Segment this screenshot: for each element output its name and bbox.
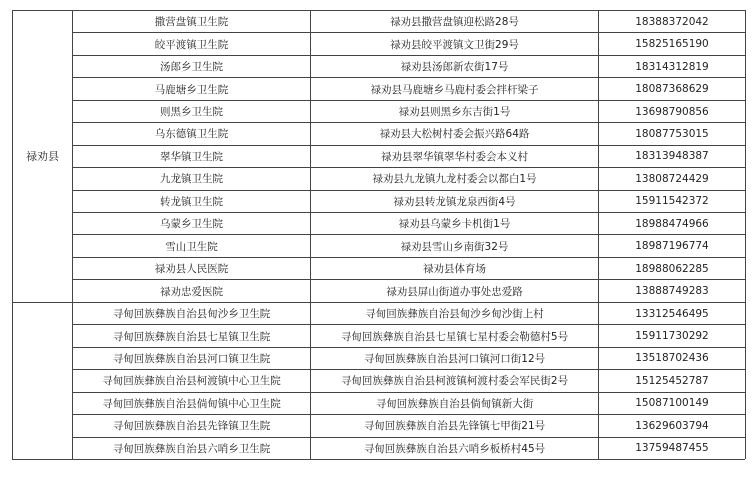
table-cell-name: 乌蒙乡卫生院 [160,218,223,231]
table-cell-address: 寻甸回族彝族自治县河口镇河口街12号 [363,352,546,365]
table-cell-name: 汤郎乡卫生院 [160,61,223,74]
table-cell-phone: 13629603794 [635,419,709,432]
table-cell-address: 禄劝县皎平渡镇文卫街29号 [390,38,519,51]
table-cell-name: 九龙镇卫生院 [160,173,223,186]
table-cell-name: 寻甸回族彝族自治县七星镇卫生院 [112,330,271,343]
table-cell-address: 禄劝县体育场 [423,263,486,276]
table-cell-phone: 15125452787 [635,374,709,387]
table-cell-name: 翠华镇卫生院 [160,150,223,163]
table-cell-phone: 15825165190 [635,38,709,51]
table-cell-address: 禄劝县汤郎新农街17号 [400,61,509,74]
table-cell-address: 禄劝县翠华镇翠华村委会本义村 [381,150,528,163]
table-cell-address: 寻甸回族彝族自治县柯渡镇柯渡村委会军民街2号 [340,375,569,388]
county-cell: 禄劝县 [26,150,59,164]
table-cell-name: 禄劝忠爱医院 [160,285,223,298]
table-cell-address: 禄劝县马鹿塘乡马鹿村委会拌杆梁子 [370,83,539,96]
table-cell-phone: 15087100149 [635,397,709,410]
table-cell-phone: 18313948387 [635,150,709,163]
column-rule [72,10,73,459]
table-cell-phone: 18988474966 [635,217,709,230]
column-rule [598,10,599,459]
table-cell-address: 禄劝县则黑乡东吉街1号 [398,106,511,119]
table-cell-name: 则黑乡卫生院 [160,106,223,119]
table-cell-address: 禄劝县雪山乡南街32号 [400,240,509,253]
table-cell-phone: 13808724429 [635,172,709,185]
table-cell-address: 禄劝县转龙镇龙泉西街4号 [393,195,516,208]
table-cell-phone: 18087368629 [635,83,709,96]
table-cell-name: 撒营盘镇卫生院 [154,16,229,29]
table-cell-phone: 13312546495 [635,307,709,320]
table-cell-phone: 13698790856 [635,105,709,118]
table-cell-name: 皎平渡镇卫生院 [154,38,229,51]
table-cell-address: 寻甸回族彝族自治县倘甸镇新大街 [375,397,534,410]
column-rule [12,10,13,459]
table-cell-phone: 13759487455 [635,442,709,455]
table-cell-name: 寻甸回族彝族自治县柯渡镇中心卫生院 [102,375,281,388]
table-cell-phone: 18087753015 [635,127,709,140]
table-cell-name: 乌东德镇卫生院 [154,128,229,141]
table-cell-address: 寻甸回族彝族自治县甸沙乡甸沙街上村 [365,308,544,321]
table-cell-address: 寻甸回族彝族自治县先锋镇七甲街21号 [363,420,546,433]
table-cell-phone: 15911730292 [635,330,709,343]
table-cell-phone: 15911542372 [635,195,709,208]
table-cell-address: 禄劝县乌蒙乡卡机街1号 [398,218,511,231]
table-cell-phone: 18987196774 [635,240,709,253]
group-rule [12,459,745,460]
table-cell-name: 雪山卫生院 [165,240,218,253]
table-cell-phone: 13888749283 [635,285,709,298]
column-rule [745,10,746,459]
table-cell-phone: 18314312819 [635,60,709,73]
table-cell-phone: 13518702436 [635,352,709,365]
table-cell-address: 禄劝县撒营盘镇迎松路28号 [390,16,519,29]
table-cell-address: 禄劝县屏山街道办事处忠爱路 [386,285,523,298]
column-rule [310,10,311,459]
table-cell-phone: 18388372042 [635,15,709,28]
table-cell-address: 寻甸回族彝族自治县六哨乡板桥村45号 [363,442,546,455]
table-cell-name: 寻甸回族彝族自治县六哨乡卫生院 [112,442,271,455]
table-cell-name: 寻甸回族彝族自治县河口镇卫生院 [112,352,271,365]
table-cell-phone: 18988062285 [635,262,709,275]
table-cell-name: 寻甸回族彝族自治县先锋镇卫生院 [112,420,271,433]
table-cell-name: 寻甸回族彝族自治县倘甸镇中心卫生院 [102,397,281,410]
table-cell-address: 禄劝县九龙镇九龙村委会以都白1号 [372,173,537,186]
county-cell [13,303,72,459]
table-cell-address: 寻甸回族彝族自治县七星镇七星村委会勒德村5号 [340,330,569,343]
table-cell-name: 寻甸回族彝族自治县甸沙乡卫生院 [112,308,271,321]
table-cell-address: 禄劝县大松树村委会振兴路64路 [379,128,530,141]
table-cell-name: 禄劝县人民医院 [154,263,229,276]
table-cell-name: 马鹿塘乡卫生院 [154,83,229,96]
table-cell-name: 转龙镇卫生院 [160,195,223,208]
